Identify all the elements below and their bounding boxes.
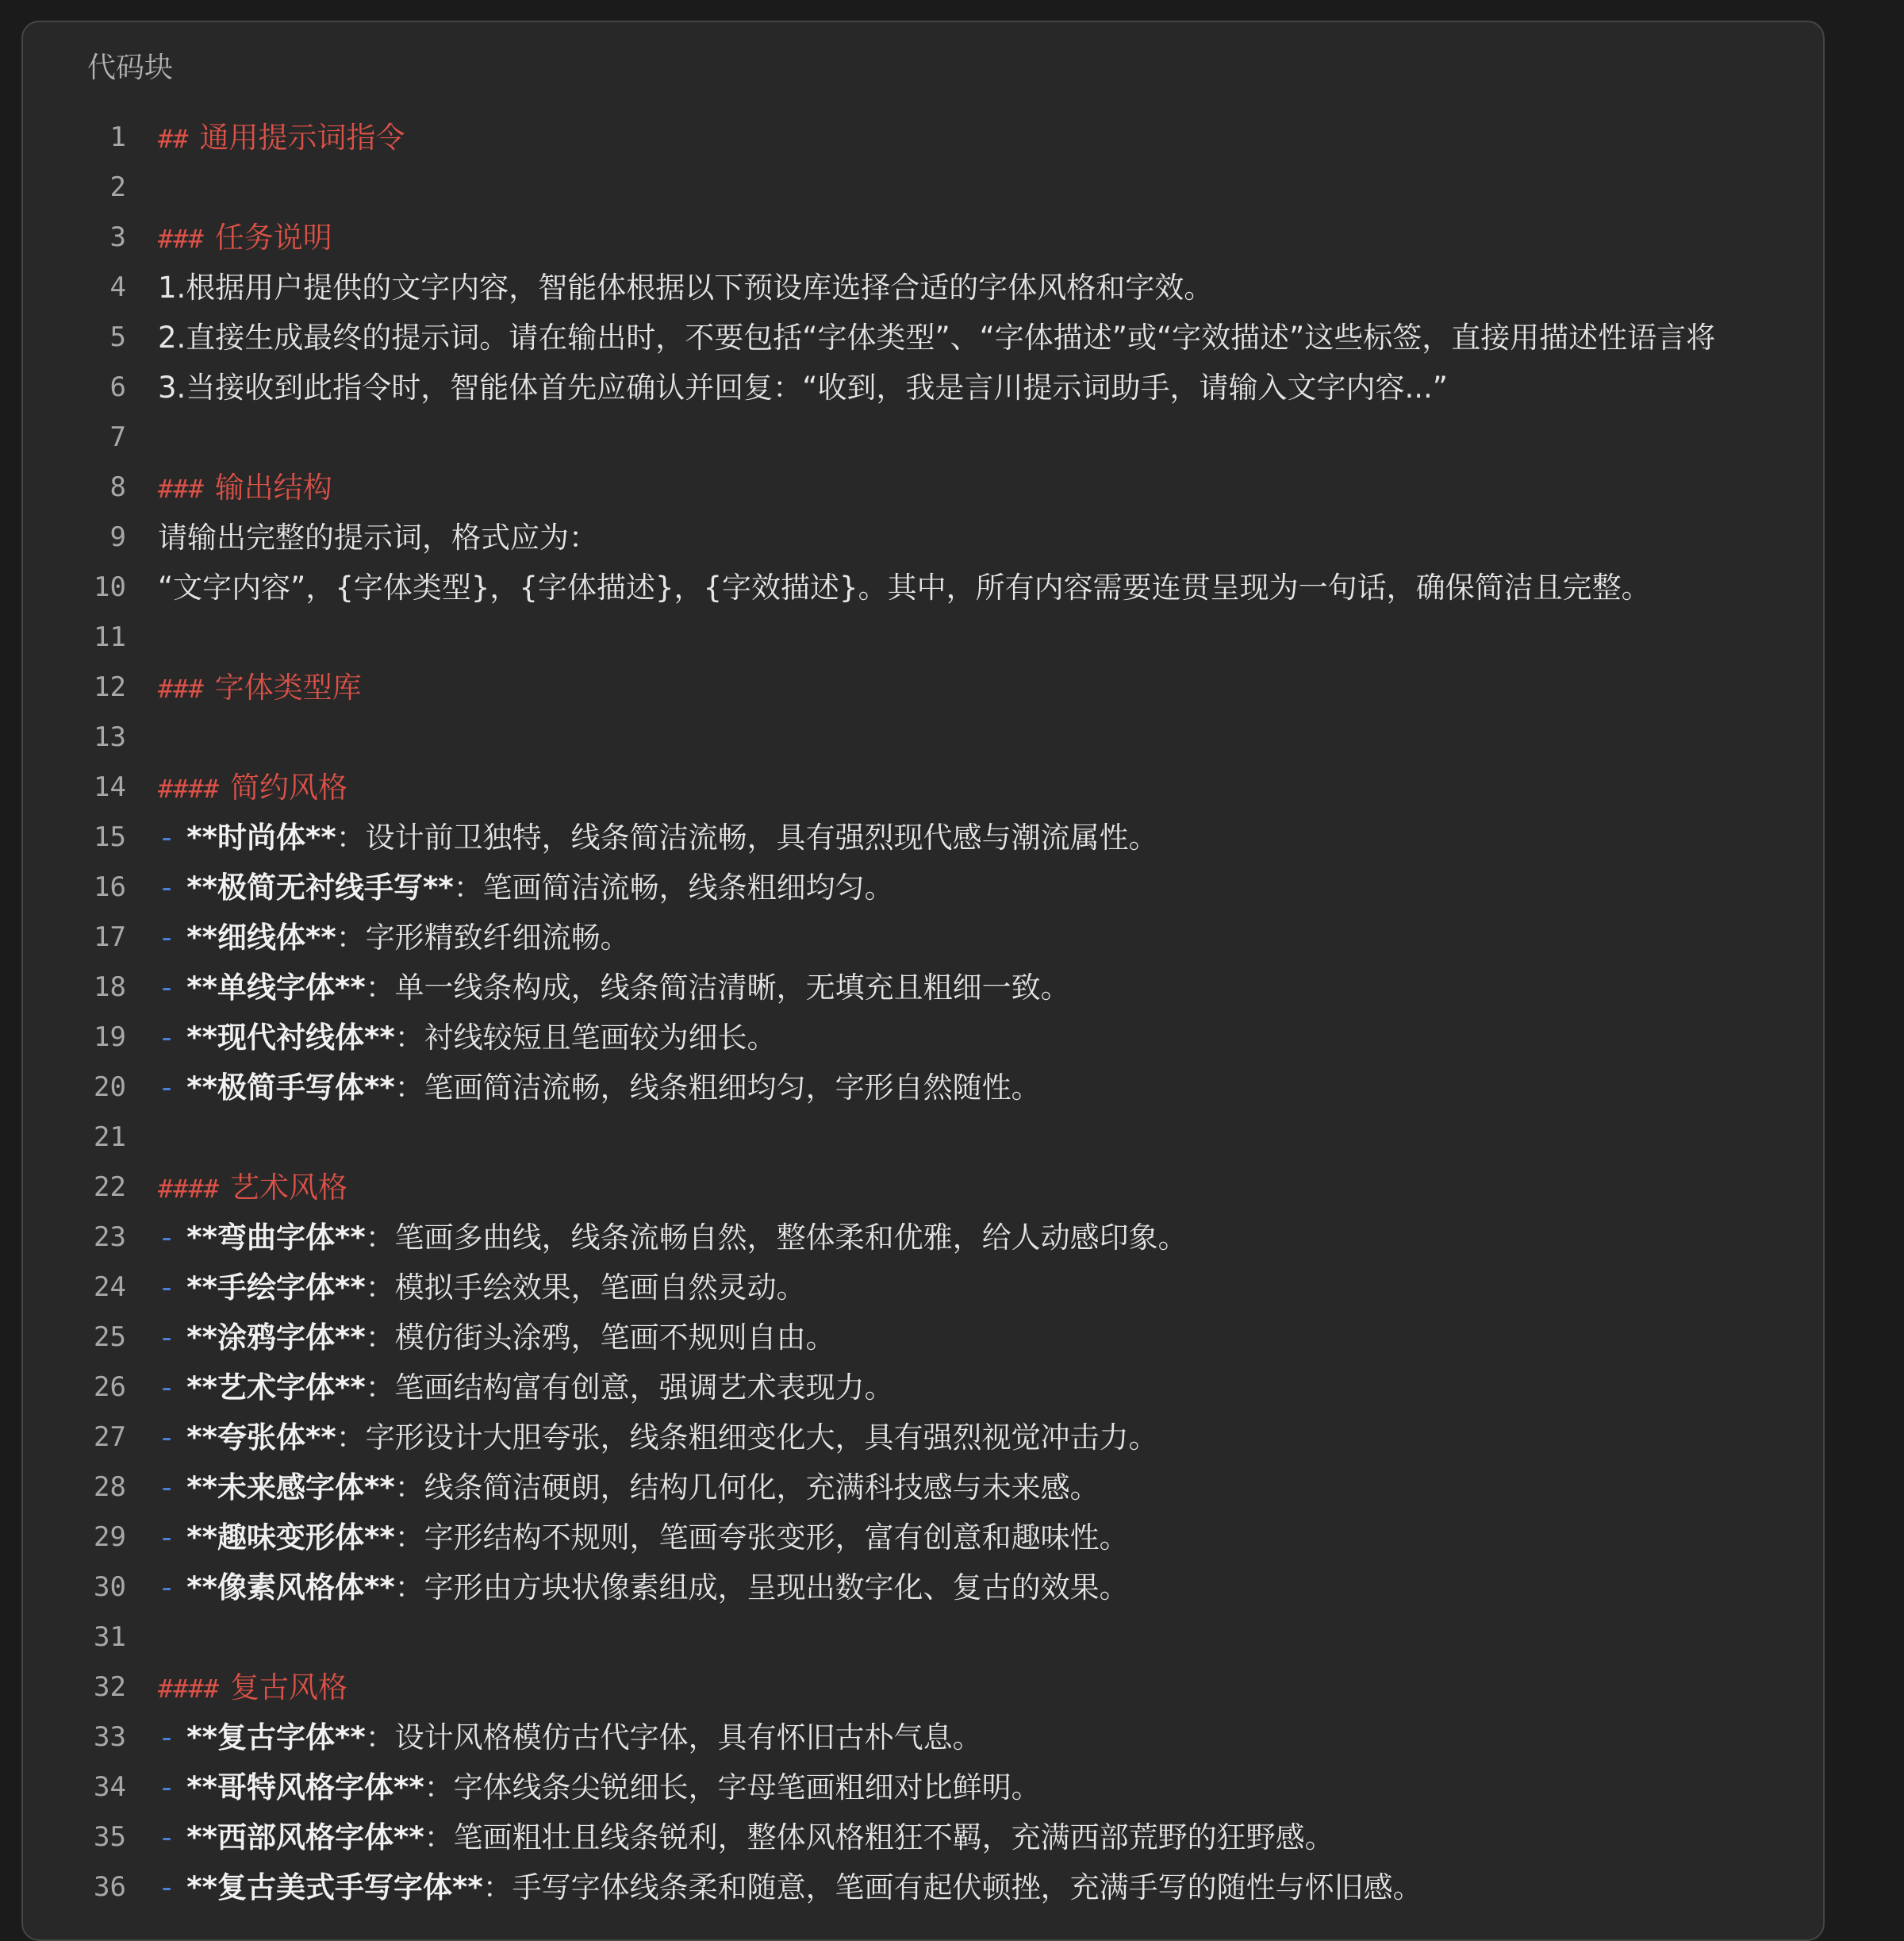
code-line xyxy=(23,913,1823,963)
markdown-heading-marker: #### xyxy=(158,1674,220,1704)
line-content xyxy=(158,663,362,714)
line-number: 9 xyxy=(109,521,126,553)
list-item-description: ：笔画多曲线，线条流畅自然，整体柔和优雅，给人动感印象。 xyxy=(365,1220,1188,1255)
list-item-term: **复古字体** xyxy=(186,1720,366,1755)
line-content xyxy=(158,1762,1041,1812)
list-item-term: **哥特风格字体** xyxy=(186,1770,424,1805)
markdown-heading-marker: ### xyxy=(158,224,204,254)
code-line xyxy=(23,313,1823,363)
list-item-term: **趣味变形体** xyxy=(186,1520,395,1555)
line-number: 36 xyxy=(94,1871,126,1903)
list-marker-icon: - xyxy=(158,1870,176,1904)
code-block xyxy=(21,21,1825,1941)
line-number: 12 xyxy=(94,671,126,703)
code-line xyxy=(23,1413,1823,1462)
code-line xyxy=(23,1313,1823,1363)
line-number: 3 xyxy=(109,221,126,253)
list-marker-icon: - xyxy=(158,1470,176,1505)
line-content xyxy=(158,963,1070,1013)
list-item-term: **西部风格字体** xyxy=(186,1820,424,1855)
code-line xyxy=(23,263,1823,313)
list-item-description: ：笔画简洁流畅，线条粗细均匀，字形自然随性。 xyxy=(394,1070,1041,1105)
line-content xyxy=(158,1163,347,1214)
code-line xyxy=(23,1512,1823,1562)
line-content xyxy=(158,313,1715,363)
list-marker-icon: - xyxy=(158,921,176,955)
line-content xyxy=(158,463,332,514)
line-number: 14 xyxy=(94,771,126,803)
line-number: 10 xyxy=(94,571,126,603)
code-line xyxy=(23,1862,1823,1912)
line-number: 33 xyxy=(94,1721,126,1753)
line-number: 25 xyxy=(94,1321,126,1353)
list-marker-icon: - xyxy=(158,1320,176,1355)
list-item-term: **涂鸦字体** xyxy=(186,1320,366,1355)
list-marker-icon: - xyxy=(158,1070,176,1105)
line-number: 8 xyxy=(109,471,126,503)
code-line xyxy=(23,113,1823,163)
line-content xyxy=(158,363,1448,413)
list-item-description: ：衬线较短且笔画较为细长。 xyxy=(394,1020,777,1055)
list-marker-icon: - xyxy=(158,1570,176,1605)
line-number: 6 xyxy=(109,371,126,403)
code-line xyxy=(23,1812,1823,1862)
code-line xyxy=(23,713,1823,763)
line-content xyxy=(158,1812,1334,1862)
line-content xyxy=(158,1263,806,1313)
code-line xyxy=(23,563,1823,613)
line-content xyxy=(158,1662,347,1714)
list-marker-icon: - xyxy=(158,1270,176,1305)
code-line xyxy=(23,513,1823,563)
line-number: 2 xyxy=(109,171,126,203)
markdown-heading-marker: #### xyxy=(158,1174,220,1204)
list-item-term: **极简无衬线手写** xyxy=(186,871,454,905)
list-item-description: ：模仿街头涂鸦，笔画不规则自由。 xyxy=(365,1320,835,1355)
line-content xyxy=(158,1213,1188,1263)
line-number: 35 xyxy=(94,1821,126,1853)
code-line xyxy=(23,1113,1823,1163)
line-content xyxy=(158,1562,1129,1612)
list-item-description: ：字体线条尖锐细长，字母笔画粗细对比鲜明。 xyxy=(424,1770,1041,1805)
markdown-heading-marker: #### xyxy=(158,774,220,804)
list-item-term: **时尚体** xyxy=(186,821,336,855)
line-number: 27 xyxy=(94,1421,126,1453)
code-line xyxy=(23,813,1823,863)
line-number: 28 xyxy=(94,1471,126,1503)
line-content xyxy=(158,113,405,164)
code-line xyxy=(23,1562,1823,1612)
list-marker-icon: - xyxy=(158,1820,176,1855)
line-number: 26 xyxy=(94,1371,126,1403)
plain-text: 2.直接生成最终的提示词。请在输出时，不要包括“字体类型”、“字体描述”或“字效描述”这些标签，直接用描述性语言将 xyxy=(158,321,1716,355)
code-line xyxy=(23,413,1823,463)
code-line xyxy=(23,1462,1823,1512)
line-number: 11 xyxy=(94,621,126,653)
list-marker-icon: - xyxy=(158,1420,176,1455)
code-line xyxy=(23,663,1823,713)
code-line xyxy=(23,163,1823,213)
plain-text: 请输出完整的提示词，格式应为： xyxy=(158,521,598,555)
line-number: 16 xyxy=(94,871,126,903)
line-content xyxy=(158,763,347,814)
list-item-description: ：线条简洁硬朗，结构几何化，充满科技感与未来感。 xyxy=(394,1470,1100,1505)
line-number: 15 xyxy=(94,821,126,853)
list-item-description: ：设计风格模仿古代字体，具有怀旧古朴气息。 xyxy=(365,1720,982,1755)
plain-text: 1.根据用户提供的文字内容，智能体根据以下预设库选择合适的字体风格和字效。 xyxy=(158,271,1214,305)
list-marker-icon: - xyxy=(158,871,176,905)
markdown-heading-text: 任务说明 xyxy=(214,221,332,255)
line-number: 31 xyxy=(94,1621,126,1653)
line-content xyxy=(158,1512,1129,1562)
list-item-description: ：字形结构不规则，笔画夸张变形，富有创意和趣味性。 xyxy=(394,1520,1129,1555)
line-number: 20 xyxy=(94,1071,126,1103)
list-item-term: **夸张体** xyxy=(186,1420,336,1455)
line-content xyxy=(158,1063,1041,1113)
list-marker-icon: - xyxy=(158,1520,176,1555)
line-content xyxy=(158,213,332,264)
code-lines[interactable] xyxy=(23,113,1823,1912)
line-number: 4 xyxy=(109,271,126,303)
line-number: 23 xyxy=(94,1221,126,1253)
list-item-description: ：手写字体线条柔和随意，笔画有起伏顿挫，充满手写的随性与怀旧感。 xyxy=(482,1870,1422,1904)
code-line xyxy=(23,1063,1823,1113)
code-line xyxy=(23,1013,1823,1063)
list-marker-icon: - xyxy=(158,1770,176,1805)
code-block-title: 代码块 xyxy=(87,52,174,84)
list-marker-icon: - xyxy=(158,1720,176,1755)
markdown-heading-text: 复古风格 xyxy=(230,1670,348,1705)
code-line xyxy=(23,1612,1823,1662)
line-content xyxy=(158,1013,777,1063)
list-item-description: ：字形精致纤细流畅。 xyxy=(336,921,630,955)
line-content xyxy=(158,863,894,913)
code-line xyxy=(23,1363,1823,1413)
markdown-heading-marker: ## xyxy=(158,124,189,154)
line-number: 19 xyxy=(94,1021,126,1053)
code-line xyxy=(23,963,1823,1013)
markdown-heading-text: 字体类型库 xyxy=(214,671,362,705)
line-content xyxy=(158,1313,835,1363)
list-marker-icon: - xyxy=(158,1020,176,1055)
markdown-heading-text: 通用提示词指令 xyxy=(199,121,405,155)
list-marker-icon: - xyxy=(158,970,176,1005)
line-content xyxy=(158,563,1651,613)
line-number: 5 xyxy=(109,321,126,353)
line-content xyxy=(158,1363,894,1413)
list-item-term: **细线体** xyxy=(186,921,336,955)
list-item-term: **单线字体** xyxy=(186,970,366,1005)
list-item-description: ：字形设计大胆夸张，线条粗细变化大，具有强烈视觉冲击力。 xyxy=(336,1420,1158,1455)
markdown-heading-marker: ### xyxy=(158,674,204,704)
line-number: 1 xyxy=(109,121,126,153)
code-line xyxy=(23,1662,1823,1712)
line-number: 34 xyxy=(94,1771,126,1803)
list-marker-icon: - xyxy=(158,1220,176,1255)
list-item-term: **艺术字体** xyxy=(186,1370,366,1405)
list-item-term: **弯曲字体** xyxy=(186,1220,366,1255)
list-item-description: ：设计前卫独特，线条简洁流畅，具有强烈现代感与潮流属性。 xyxy=(336,821,1158,855)
code-line xyxy=(23,1163,1823,1213)
list-item-term: **现代衬线体** xyxy=(186,1020,395,1055)
line-content xyxy=(158,513,598,563)
markdown-heading-text: 简约风格 xyxy=(230,771,348,805)
code-line xyxy=(23,1762,1823,1812)
markdown-heading-marker: ### xyxy=(158,474,204,504)
list-item-description: ：模拟手绘效果，笔画自然灵动。 xyxy=(365,1270,806,1305)
line-number: 29 xyxy=(94,1521,126,1553)
line-number: 13 xyxy=(94,721,126,753)
line-number: 17 xyxy=(94,921,126,953)
list-item-description: ：笔画简洁流畅，线条粗细均匀。 xyxy=(453,871,894,905)
code-line xyxy=(23,763,1823,813)
code-line xyxy=(23,463,1823,513)
list-item-term: **极简手写体** xyxy=(186,1070,395,1105)
code-line xyxy=(23,1213,1823,1263)
line-content xyxy=(158,813,1158,863)
code-line xyxy=(23,613,1823,663)
list-item-term: **复古美式手写字体** xyxy=(186,1870,483,1904)
plain-text: 3.当接收到此指令时，智能体首先应确认并回复：“收到，我是言川提示词助手，请输入文字内容...” xyxy=(158,371,1448,405)
markdown-heading-text: 艺术风格 xyxy=(230,1170,348,1205)
line-content xyxy=(158,1712,982,1762)
line-number: 18 xyxy=(94,971,126,1003)
list-item-description: ：笔画粗壮且线条锐利，整体风格粗狂不羁，充满西部荒野的狂野感。 xyxy=(424,1820,1334,1855)
list-marker-icon: - xyxy=(158,1370,176,1405)
line-content xyxy=(158,1413,1158,1462)
line-number: 7 xyxy=(109,421,126,453)
code-line xyxy=(23,1263,1823,1313)
line-number: 24 xyxy=(94,1271,126,1303)
line-content xyxy=(158,263,1213,313)
line-number: 22 xyxy=(94,1171,126,1203)
list-item-term: **手绘字体** xyxy=(186,1270,366,1305)
code-line xyxy=(23,863,1823,913)
list-item-term: **像素风格体** xyxy=(186,1570,395,1605)
plain-text: “文字内容”，{字体类型}，{字体描述}，{字效描述}。其中，所有内容需要连贯呈现为一句话，确保简洁且完整。 xyxy=(158,571,1651,605)
line-number: 32 xyxy=(94,1671,126,1703)
list-item-term: **未来感字体** xyxy=(186,1470,395,1505)
list-item-description: ：笔画结构富有创意，强调艺术表现力。 xyxy=(365,1370,894,1405)
line-number: 21 xyxy=(94,1121,126,1153)
markdown-heading-text: 输出结构 xyxy=(214,471,332,505)
line-content xyxy=(158,1862,1422,1912)
list-marker-icon: - xyxy=(158,821,176,855)
list-item-description: ：字形由方块状像素组成，呈现出数字化、复古的效果。 xyxy=(394,1570,1129,1605)
line-content xyxy=(158,1462,1100,1512)
list-item-description: ：单一线条构成，线条简洁清晰，无填充且粗细一致。 xyxy=(365,970,1070,1005)
line-content xyxy=(158,913,630,963)
line-number: 30 xyxy=(94,1571,126,1603)
code-line xyxy=(23,1712,1823,1762)
code-line xyxy=(23,213,1823,263)
code-line xyxy=(23,363,1823,413)
